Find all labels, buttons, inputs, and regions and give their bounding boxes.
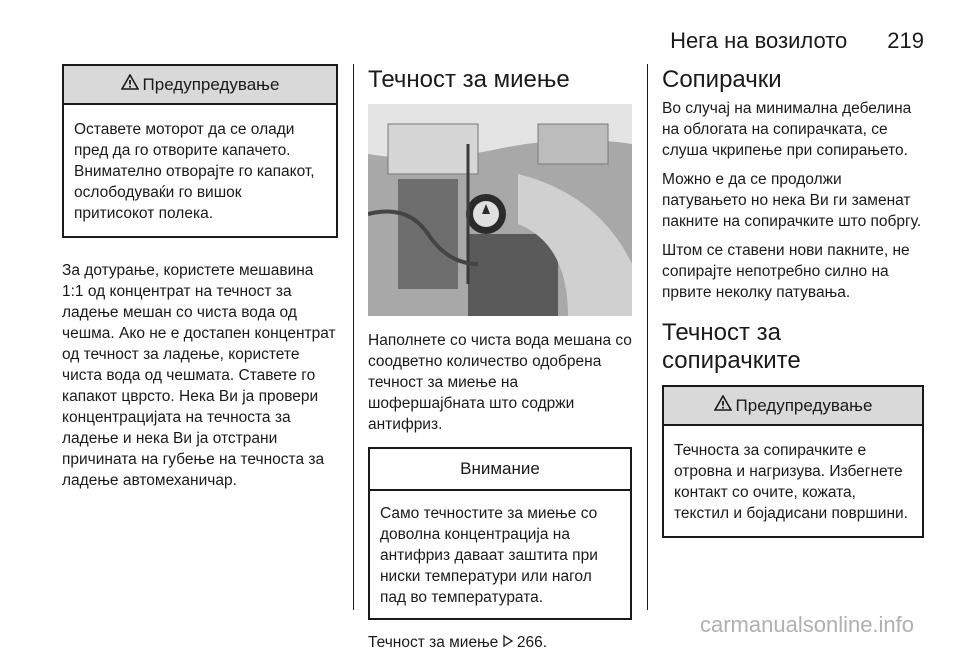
crossref-text: Течност за миење — [368, 634, 499, 651]
warning-header — [664, 387, 922, 426]
warning-triangle-icon — [121, 74, 139, 95]
washer-fluid-heading: Течност за миење — [368, 66, 570, 93]
column-divider — [353, 64, 354, 610]
brakes-paragraph-2: Можно е да се продолжи патувањето но нека Ви ги заменат пакните на сопирачките што побргу. — [662, 171, 922, 230]
caution-box-washer — [368, 447, 632, 620]
warning-title: Предупредување — [142, 74, 280, 94]
column-1 — [62, 64, 338, 491]
brakes-paragraph-1: Во случај на минимална дебелина на облогата на сопирачката, се слуша чкрипење при сопирањето. — [662, 100, 912, 159]
chapter-title: Нега на возилото — [670, 28, 848, 53]
warning-text: Течноста за сопирачките е отровна и нагризува. Избегнете контакт со очите, кожата, текстил и бојадисани површини. — [674, 442, 908, 522]
washer-caption: Наполнете со чиста вода мешана со соодветно количество одобрена течност за миење на шофершајбната што содржи антифриз. — [368, 332, 632, 433]
warning-box-brake-fluid — [662, 385, 924, 538]
page-number: 219 — [887, 28, 924, 53]
crossref-page: 266. — [516, 634, 548, 651]
warning-title: Предупредување — [735, 395, 873, 415]
warning-text: Оставете моторот да се олади пред да го отворите капачето. Внимателно отворајте го капакот, ослободуваќи го вишок притисокот полека. — [74, 121, 315, 222]
page-header — [670, 28, 924, 54]
warning-box-coolant — [62, 64, 338, 238]
warning-triangle-icon — [714, 395, 732, 416]
watermark: carmanualsonline.info — [700, 612, 915, 637]
caution-header: Внимание — [370, 449, 630, 491]
coolant-paragraph: За дотурање, користете мешавина 1:1 од концентрат на течност за ладење мешан со чиста вода од чешма. Ако не е достапен концентрат од течност за ладење, користете чиста вода од чешмата. Ставете го капакот цврсто. Нека Ви ја провери концентрацијата на течноста за ладење и нека Ви ја отстрани причината на губење на течноста за ладење автомеханичар. — [62, 262, 336, 489]
column-divider — [647, 64, 648, 610]
engine-bay-photo — [368, 104, 632, 316]
caution-text: Само течностите за миење со доволна концентрација на антифриз даваат заштита при ниски температури или нагол пад во температурата. — [380, 505, 598, 606]
brakes-heading: Сопирачки — [662, 66, 782, 93]
warning-header — [64, 66, 336, 105]
crossref-arrow-icon — [503, 632, 513, 653]
washer-crossref[interactable] — [368, 632, 632, 653]
column-2 — [368, 64, 632, 653]
column-3 — [662, 64, 924, 538]
brakes-paragraph-3: Штом се ставени нови пакните, не сопирајте непотребно силно на првите неколку патувања. — [662, 242, 910, 301]
brake-fluid-heading: Течност за сопирачките — [662, 319, 801, 374]
